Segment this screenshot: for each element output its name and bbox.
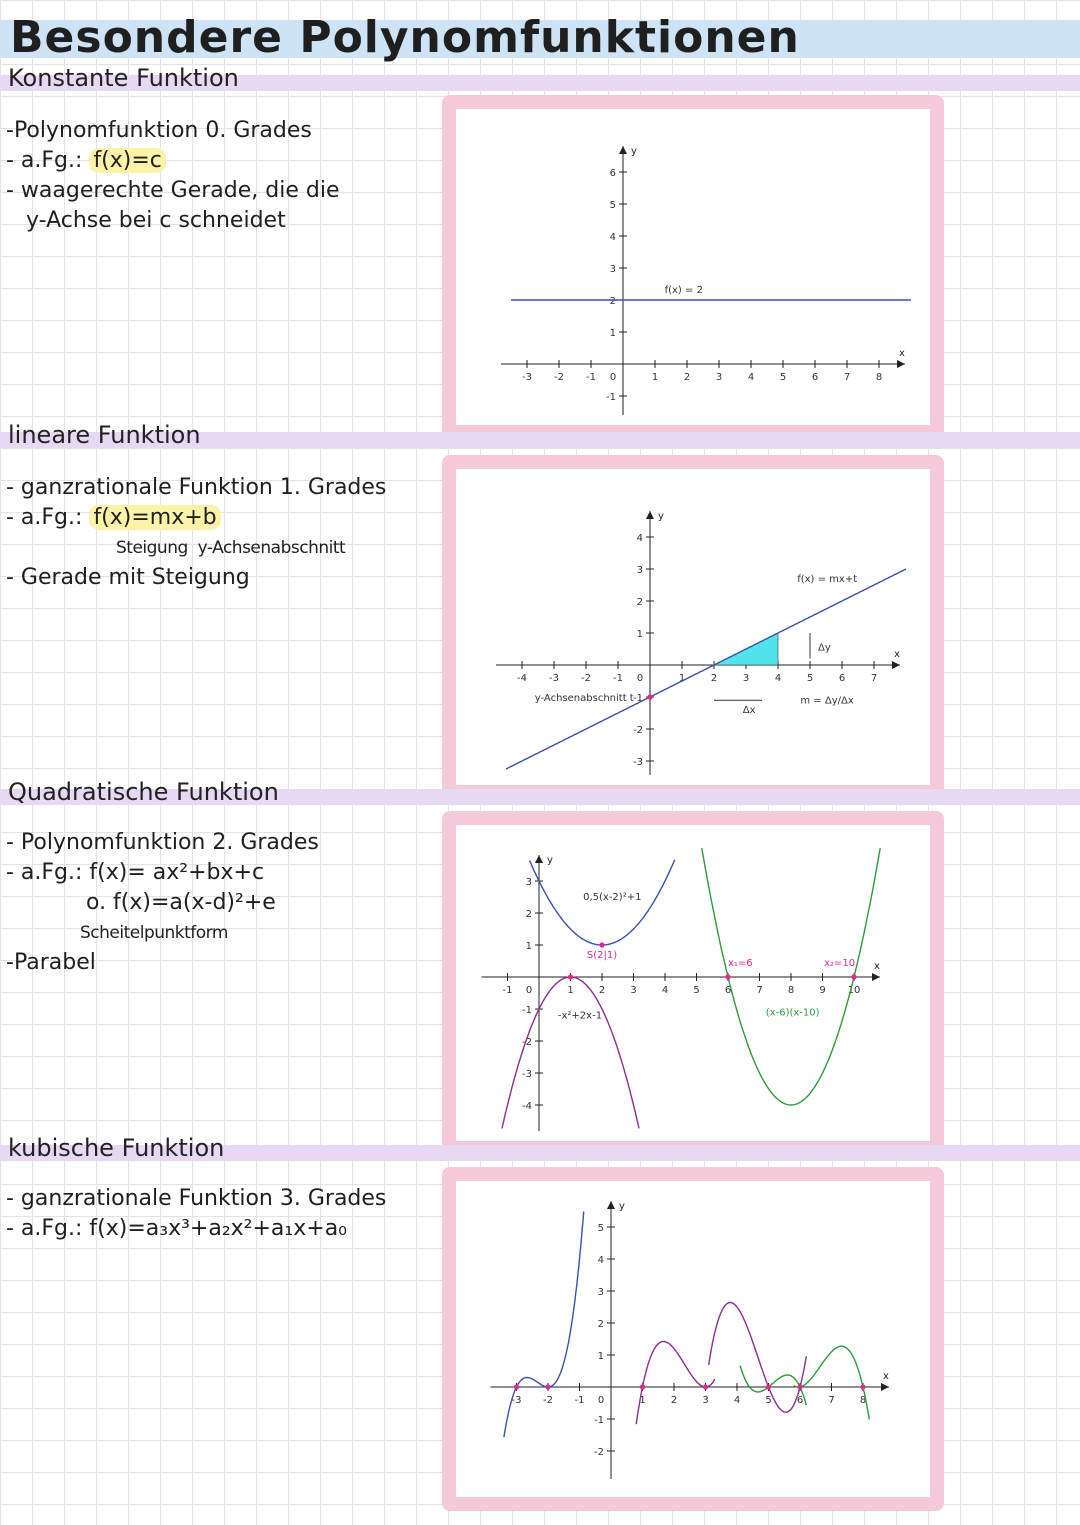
graph-card-constant (442, 95, 944, 439)
x-tick-label: 5 (806, 673, 814, 684)
x-axis-arrow (892, 661, 900, 669)
x-tick-label: 0 (597, 1395, 605, 1406)
y-tick-label: 3 (525, 877, 532, 888)
root-point (766, 1384, 771, 1389)
root-point (725, 974, 730, 979)
x-tick-label: 7 (870, 673, 878, 684)
x-tick-label: 3 (715, 372, 723, 383)
linear-line (506, 569, 906, 769)
x-tick-label: 4 (774, 673, 782, 684)
x-tick-label: -4 (517, 673, 527, 684)
y-axis-label: y (619, 1201, 625, 1212)
root-point (797, 1384, 802, 1389)
annotation-dy: Δy (818, 642, 831, 654)
series-label: -x²+2x-1 (557, 1010, 603, 1022)
y-tick-label: 2 (636, 597, 643, 608)
note-line: - Gerade mit Steigung (6, 565, 250, 590)
x-tick-label: 7 (843, 372, 851, 383)
note-line: Scheitelpunktform (80, 923, 228, 943)
root-point (851, 974, 856, 979)
notes-constant (6, 116, 340, 236)
note-text: - a.Fg.: (6, 505, 90, 530)
graph-linear (472, 475, 912, 775)
x-axis-arrow (872, 973, 880, 981)
y-tick-label: -3 (633, 757, 643, 768)
notes-linear (6, 473, 386, 593)
x-tick-label: 2 (683, 372, 691, 383)
y-tick-label: -1 (522, 1005, 532, 1016)
x-tick-label: 8 (875, 372, 883, 383)
y-tick-label: -1 (633, 693, 643, 704)
y-axis-arrow (646, 511, 654, 519)
note-line (6, 533, 386, 563)
note-line: - ganzrationale Funktion 1. Grades (6, 475, 387, 500)
x-tick-label: 4 (661, 985, 669, 996)
x-tick-label: -2 (554, 372, 564, 383)
y-tick-label: 1 (597, 1351, 604, 1362)
x-tick-label: 1 (567, 985, 574, 996)
graph-quadratic (472, 831, 912, 1131)
x-tick-label: 8 (859, 1395, 867, 1406)
annotation-slope: Steigung (116, 538, 188, 558)
y-tick-label: 4 (636, 533, 643, 544)
y-axis-arrow (535, 855, 543, 863)
y-tick-label: 3 (597, 1287, 604, 1298)
x-axis-label: x (899, 348, 905, 359)
root-point (860, 1384, 865, 1389)
y-tick-label: 5 (597, 1223, 604, 1234)
series-label: (x-6)(x-10) (765, 1007, 820, 1019)
y-tick-label: 1 (609, 328, 616, 339)
y-tick-label: -2 (594, 1447, 604, 1458)
root-point (545, 1384, 550, 1389)
root-point (514, 1384, 519, 1389)
x-tick-label: 4 (733, 1395, 741, 1406)
y-axis-arrow (619, 146, 627, 154)
note-line: -Parabel (6, 950, 96, 975)
note-line: o. f(x)=a(x-d)²+e (86, 890, 276, 915)
formula-highlight: f(x)=mx+b (89, 505, 220, 530)
x-tick-label: 1 (639, 1395, 646, 1406)
x-tick-label: -1 (502, 985, 513, 996)
x-axis-label: x (883, 1371, 889, 1382)
x-axis-arrow (881, 1383, 889, 1391)
x-tick-label: 5 (693, 985, 700, 996)
x-tick-label: 2 (710, 673, 718, 684)
y-tick-label: 4 (597, 1255, 604, 1266)
annotation-intercept: y-Achsenabschnitt (197, 538, 346, 558)
graph-card-linear (442, 455, 944, 799)
note-line: - Polynomfunktion 2. Grades (6, 830, 319, 855)
x-tick-label: 1 (678, 673, 686, 684)
x-tick-label: -2 (543, 1395, 553, 1406)
y-tick-label: 1 (636, 629, 643, 640)
y-tick-label: -2 (522, 1037, 532, 1048)
graph-card-quadratic (442, 811, 944, 1155)
root-point (703, 1384, 708, 1389)
vertex-point (599, 942, 604, 947)
y-axis-arrow (607, 1201, 615, 1209)
cubic-curve (709, 1303, 807, 1413)
note-line: - waagerechte Gerade, die die (6, 178, 340, 203)
x-tick-label: 6 (796, 1395, 804, 1406)
x-tick-label: -1 (574, 1395, 585, 1406)
y-tick-label: 6 (609, 168, 616, 179)
x-tick-label: 2 (670, 1395, 678, 1406)
section-title-constant: Konstante Funktion (8, 64, 239, 92)
x-tick-label: 3 (630, 985, 637, 996)
graph-card-cubic (442, 1167, 944, 1511)
notes-cubic (6, 1184, 386, 1244)
x-tick-label: 6 (724, 985, 732, 996)
cubic-curve (636, 1342, 715, 1425)
y-tick-label: 4 (609, 232, 616, 243)
annotation-dx: Δx (742, 705, 756, 716)
note-line: y-Achse bei c schneidet (26, 208, 286, 233)
x-axis-label: x (874, 961, 880, 972)
x-tick-label: 6 (811, 372, 819, 383)
section-title-quadratic: Quadratische Funktion (8, 778, 279, 806)
y-tick-label: -4 (522, 1101, 532, 1112)
series-label: 0,5(x-2)²+1 (583, 892, 642, 904)
y-axis-label: y (631, 146, 637, 157)
note-text: - a.Fg.: (6, 148, 90, 173)
x-tick-label: 1 (651, 372, 659, 383)
x-tick-label: 0 (609, 372, 617, 383)
y-tick-label: 5 (609, 200, 616, 211)
x-tick-label: 3 (702, 1395, 709, 1406)
x-tick-label: -3 (522, 372, 532, 383)
x-tick-label: 5 (765, 1395, 772, 1406)
graph-constant (472, 115, 912, 415)
note-line: - a.Fg.: f(x)=a₃x³+a₂x²+a₁x+a₀ (6, 1216, 347, 1241)
x-tick-label: 3 (742, 673, 750, 684)
y-tick-label: 3 (609, 264, 616, 275)
formula-highlight: f(x)=c (89, 148, 165, 173)
y-tick-label: -3 (522, 1069, 532, 1080)
annotation-root: x₁=6 (728, 957, 753, 969)
y-tick-label: -2 (633, 725, 643, 736)
x-tick-label: -1 (586, 372, 596, 383)
root-point (640, 1384, 645, 1389)
x-tick-label: 0 (525, 985, 533, 996)
page-title: Besondere Polynomfunktionen (10, 12, 800, 63)
series-label: f(x) = 2 (664, 285, 703, 296)
graph-cubic (472, 1187, 912, 1487)
x-tick-label: 7 (828, 1395, 835, 1406)
annotation-slope-formula: m = Δy/Δx (800, 695, 854, 707)
y-tick-label: -1 (606, 392, 616, 403)
x-axis-label: x (894, 649, 900, 660)
note-line: -Polynomfunktion 0. Grades (6, 118, 312, 143)
note-line (6, 146, 340, 176)
y-tick-label: 2 (609, 296, 616, 307)
cubic-curve (794, 1346, 870, 1419)
annotation-root: x₂=10 (824, 957, 856, 969)
intercept-point (647, 694, 652, 699)
note-line (6, 503, 386, 533)
annotation-intercept: y-Achsenabschnitt t (534, 693, 634, 704)
note-line: - ganzrationale Funktion 3. Grades (6, 1186, 387, 1211)
x-tick-label: 4 (747, 372, 755, 383)
x-tick-label: -1 (613, 673, 623, 684)
y-tick-label: -1 (594, 1415, 604, 1426)
section-title-linear: lineare Funktion (8, 421, 201, 449)
y-tick-label: 2 (525, 909, 532, 920)
x-tick-label: -2 (581, 673, 591, 684)
x-tick-label: 9 (819, 985, 826, 996)
series-label: f(x) = mx+t (797, 573, 858, 585)
y-axis-label: y (658, 511, 664, 522)
notes-quadratic (6, 828, 319, 978)
x-tick-label: 5 (779, 372, 787, 383)
y-axis-label: y (547, 855, 553, 866)
y-tick-label: 1 (525, 941, 532, 952)
vertex-point (568, 974, 573, 979)
x-axis-arrow (897, 360, 905, 368)
x-tick-label: 6 (838, 673, 846, 684)
note-line: - a.Fg.: f(x)= ax²+bx+c (6, 860, 265, 885)
x-tick-label: 10 (847, 985, 861, 996)
x-tick-label: 8 (787, 985, 795, 996)
y-tick-label: 2 (597, 1319, 604, 1330)
x-tick-label: 7 (756, 985, 763, 996)
x-tick-label: -3 (511, 1395, 522, 1406)
section-title-cubic: kubische Funktion (8, 1134, 225, 1162)
x-tick-label: -3 (549, 673, 559, 684)
x-tick-label: 0 (636, 673, 644, 684)
annotation-vertex: S(2|1) (586, 949, 618, 961)
x-tick-label: 2 (598, 985, 606, 996)
y-tick-label: 3 (636, 565, 643, 576)
